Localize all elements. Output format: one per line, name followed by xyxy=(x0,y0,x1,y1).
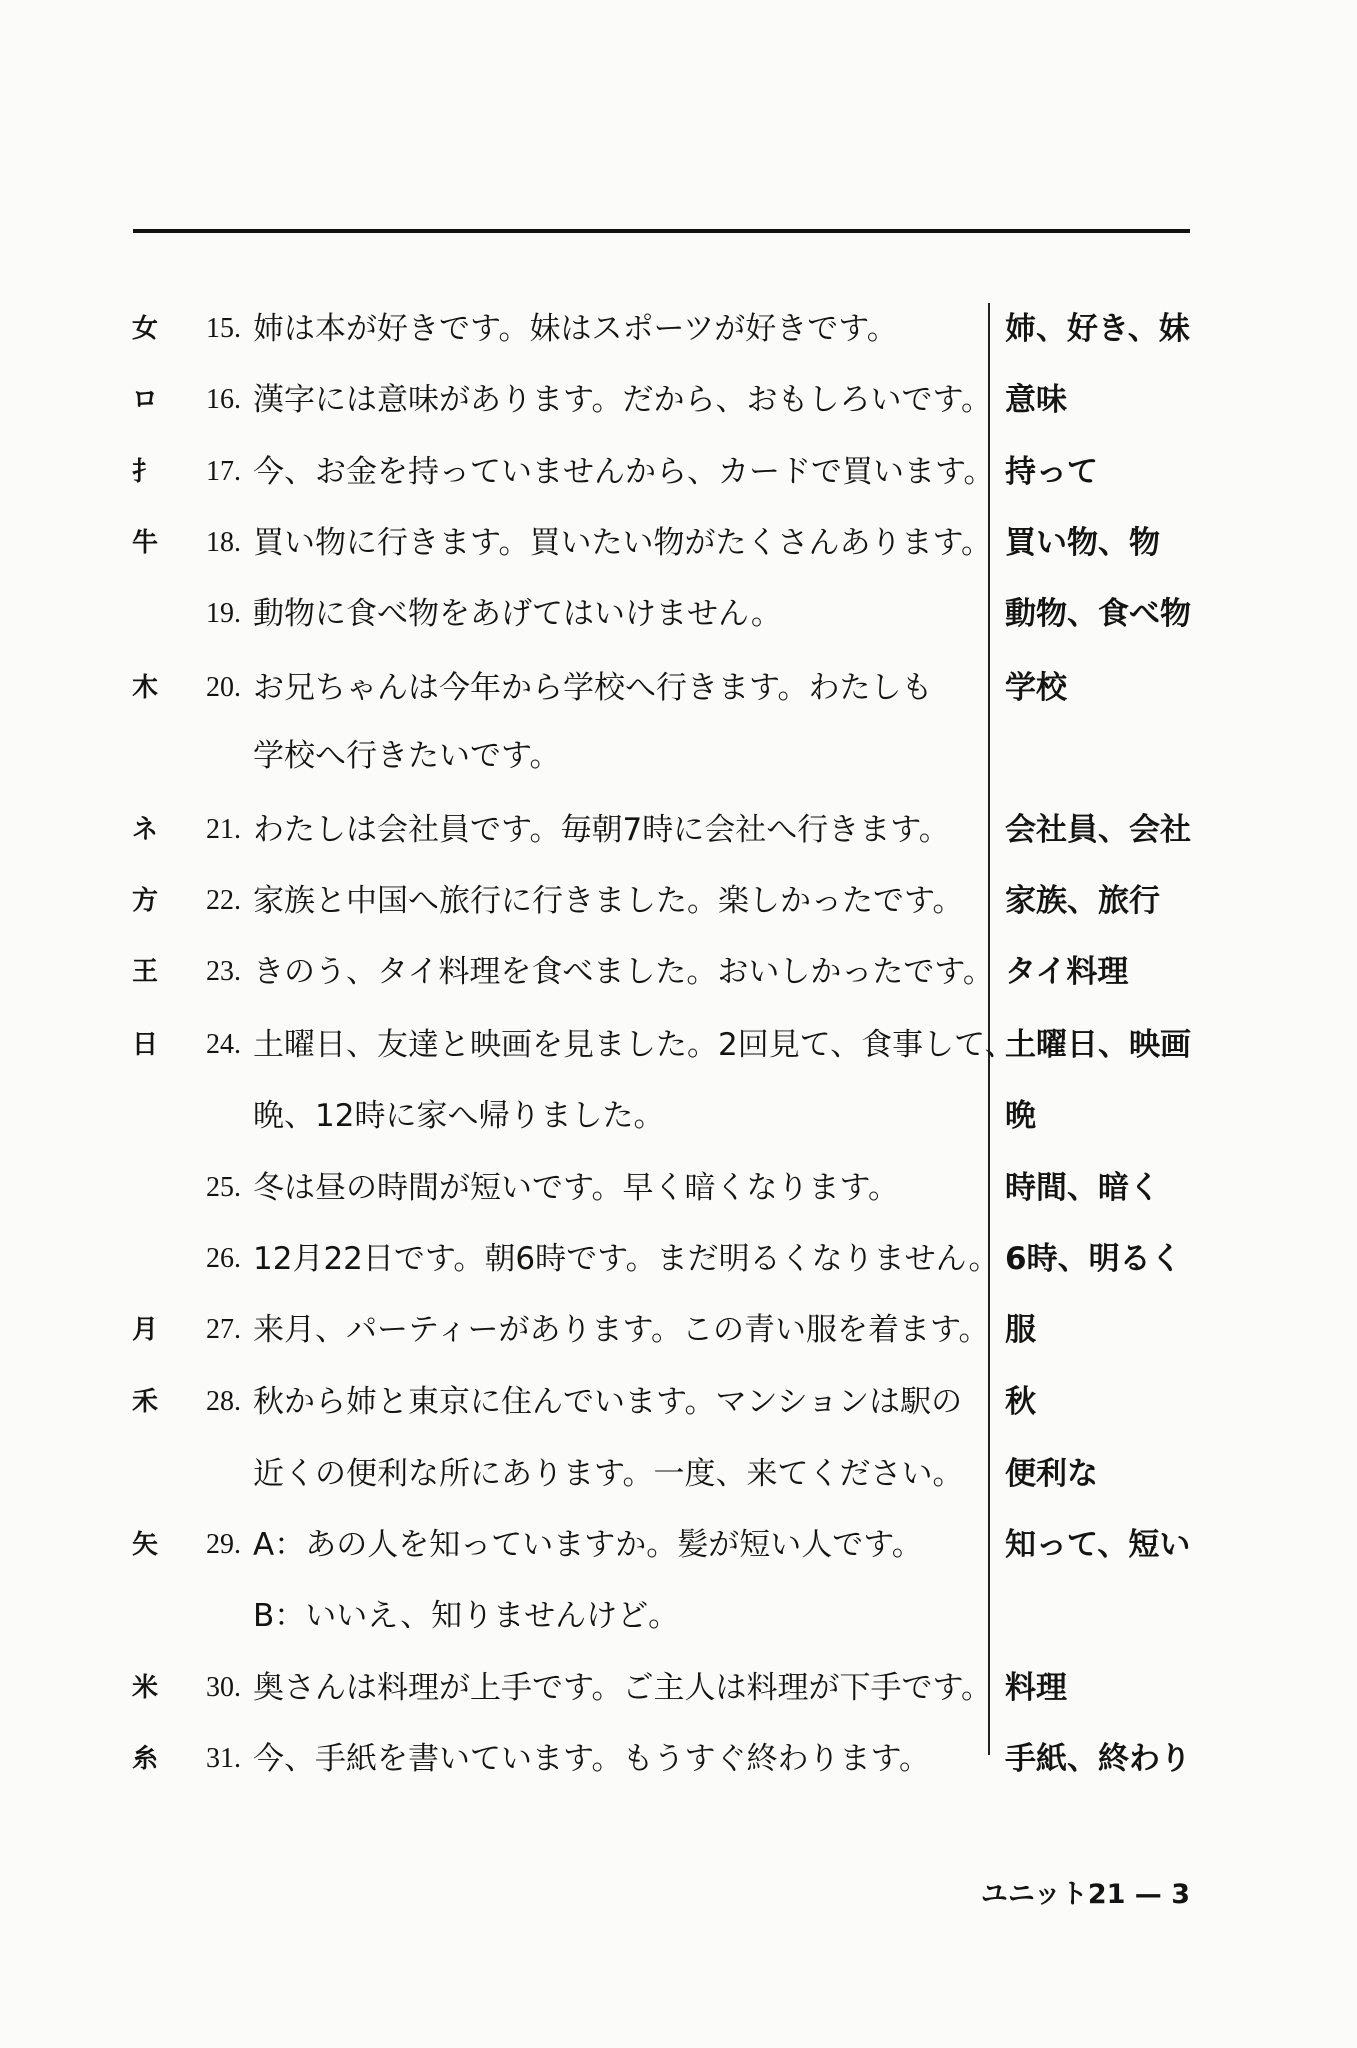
sentence-row xyxy=(0,1729,1357,1789)
sentence-text: 今、お金を持っていませんから、カードで買います。 xyxy=(253,454,995,490)
vocab-words: 持って xyxy=(1005,454,1098,490)
vocab-words: 晩 xyxy=(1005,1098,1036,1134)
sentence-text: 姉は本が好きです。妹はスポーツが好きです。 xyxy=(253,311,898,347)
sentence-text: 家族と中国へ旅行に行きました。楽しかったです。 xyxy=(253,883,964,919)
item-number: 30. xyxy=(206,1672,241,1703)
sentence-text: 買い物に行きます。買いたい物がたくさんあります。 xyxy=(253,525,993,561)
vocab-words: 意味 xyxy=(1005,382,1067,418)
vocab-words: 買い物、物 xyxy=(1005,525,1160,561)
item-number: 26. xyxy=(206,1243,241,1274)
item-number: 23. xyxy=(206,956,241,987)
vocab-words: 6時、明るく xyxy=(1005,1241,1182,1277)
item-number: 22. xyxy=(206,885,241,916)
sentence-row xyxy=(0,942,1357,1002)
vocab-words: 動物、食べ物 xyxy=(1005,596,1191,632)
sentence-text: 今、手紙を書いています。もうすぐ終わります。 xyxy=(253,1741,931,1777)
radical-label: ネ xyxy=(131,815,158,845)
sentence-row xyxy=(0,442,1357,502)
vocab-words: 会社員、会社 xyxy=(1005,812,1191,848)
sentence-row xyxy=(0,1015,1357,1075)
sentence-row xyxy=(0,1086,1357,1146)
radical-label: 月 xyxy=(131,1315,158,1345)
sentence-row xyxy=(0,299,1357,359)
vocab-words: 家族、旅行 xyxy=(1005,883,1160,919)
item-number: 19. xyxy=(206,598,241,629)
vocab-words: 服 xyxy=(1005,1312,1036,1348)
vocab-words: 手紙、終わり xyxy=(1005,1741,1191,1777)
sentence-row xyxy=(0,584,1357,644)
item-number: 24. xyxy=(206,1029,241,1060)
sentence-row xyxy=(0,871,1357,931)
sentence-text: きのう、タイ料理を食べました。おいしかったです。 xyxy=(253,954,994,990)
radical-label: 女 xyxy=(131,314,158,344)
sentence-row xyxy=(0,800,1357,860)
vocab-words: 秋 xyxy=(1005,1384,1036,1420)
sentence-text: B：いいえ、知りませんけど。 xyxy=(253,1598,680,1634)
radical-label: 木 xyxy=(131,673,158,703)
sentence-text: 漢字には意味があります。だから、おもしろいです。 xyxy=(253,382,993,418)
item-number: 27. xyxy=(206,1314,241,1345)
sentence-text: わたしは会社員です。毎朝7時に会社へ行きます。 xyxy=(253,812,950,848)
item-number: 17. xyxy=(206,456,241,487)
sentence-row xyxy=(0,1586,1357,1646)
sentence-text: お兄ちゃんは今年から学校へ行きます。わたしも xyxy=(253,670,933,706)
item-number: 31. xyxy=(206,1743,241,1774)
vocab-words: 土曜日、映画 xyxy=(1005,1027,1191,1063)
radical-label: 王 xyxy=(131,957,158,987)
item-number: 18. xyxy=(206,527,241,558)
sentence-text: 学校へ行きたいです。 xyxy=(253,738,561,774)
item-number: 29. xyxy=(206,1529,241,1560)
item-number: 16. xyxy=(206,384,241,415)
vocab-words: タイ料理 xyxy=(1005,954,1129,990)
vocab-words: 学校 xyxy=(1005,670,1067,706)
sentence-row xyxy=(0,658,1357,718)
item-number: 25. xyxy=(206,1172,241,1203)
radical-label: 禾 xyxy=(131,1387,158,1417)
radical-label: 矢 xyxy=(131,1530,158,1560)
radical-label: 米 xyxy=(131,1673,158,1703)
item-number: 21. xyxy=(206,814,241,845)
sentence-text: 晩、12時に家へ帰りました。 xyxy=(253,1098,665,1134)
item-number: 15. xyxy=(206,313,241,344)
sentence-row xyxy=(0,1515,1357,1575)
sentence-text: 秋から姉と東京に住んでいます。マンションは駅の xyxy=(253,1384,963,1420)
sentence-row xyxy=(0,1300,1357,1360)
sentence-text: A：あの人を知っていますか。髪が短い人です。 xyxy=(253,1527,923,1563)
item-number: 20. xyxy=(206,672,241,703)
sentence-text: 冬は昼の時間が短いです。早く暗くなります。 xyxy=(253,1170,900,1206)
vocab-words: 時間、暗く xyxy=(1005,1170,1160,1206)
sentence-row xyxy=(0,1444,1357,1504)
sentence-row xyxy=(0,513,1357,573)
radical-label: 日 xyxy=(131,1030,158,1060)
sentence-text: 奥さんは料理が上手です。ご主人は料理が下手です。 xyxy=(253,1670,993,1706)
page-footer: ユニット21 — 3 xyxy=(980,1879,1190,1910)
vocab-words: 姉、好き、妹 xyxy=(1005,311,1190,347)
sentence-row xyxy=(0,1658,1357,1718)
radical-label: 扌 xyxy=(131,457,158,487)
radical-label: ロ xyxy=(131,385,158,415)
sentence-row xyxy=(0,1158,1357,1218)
sentence-row xyxy=(0,726,1357,786)
item-number: 28. xyxy=(206,1386,241,1417)
radical-label: 糸 xyxy=(131,1744,158,1774)
vocab-words: 便利な xyxy=(1005,1456,1098,1492)
vocab-words: 料理 xyxy=(1005,1670,1067,1706)
radical-label: 方 xyxy=(131,886,158,916)
sentence-text: 12月22日です。朝6時です。まだ明るくなりません。 xyxy=(253,1241,1000,1277)
sentence-text: 土曜日、友達と映画を見ました。2回見て、食事して、 xyxy=(253,1027,1016,1063)
sentence-text: 来月、パーティーがあります。この青い服を着ます。 xyxy=(253,1312,990,1348)
radical-label: 牛 xyxy=(131,528,158,558)
sentence-row xyxy=(0,370,1357,430)
sentence-row xyxy=(0,1229,1357,1289)
sentence-text: 動物に食べ物をあげてはいけません。 xyxy=(253,596,782,632)
vocab-words: 知って、短い xyxy=(1005,1527,1191,1563)
sentence-text: 近くの便利な所にあります。一度、来てください。 xyxy=(253,1456,964,1492)
sentence-row xyxy=(0,1372,1357,1432)
header-rule xyxy=(133,229,1190,233)
